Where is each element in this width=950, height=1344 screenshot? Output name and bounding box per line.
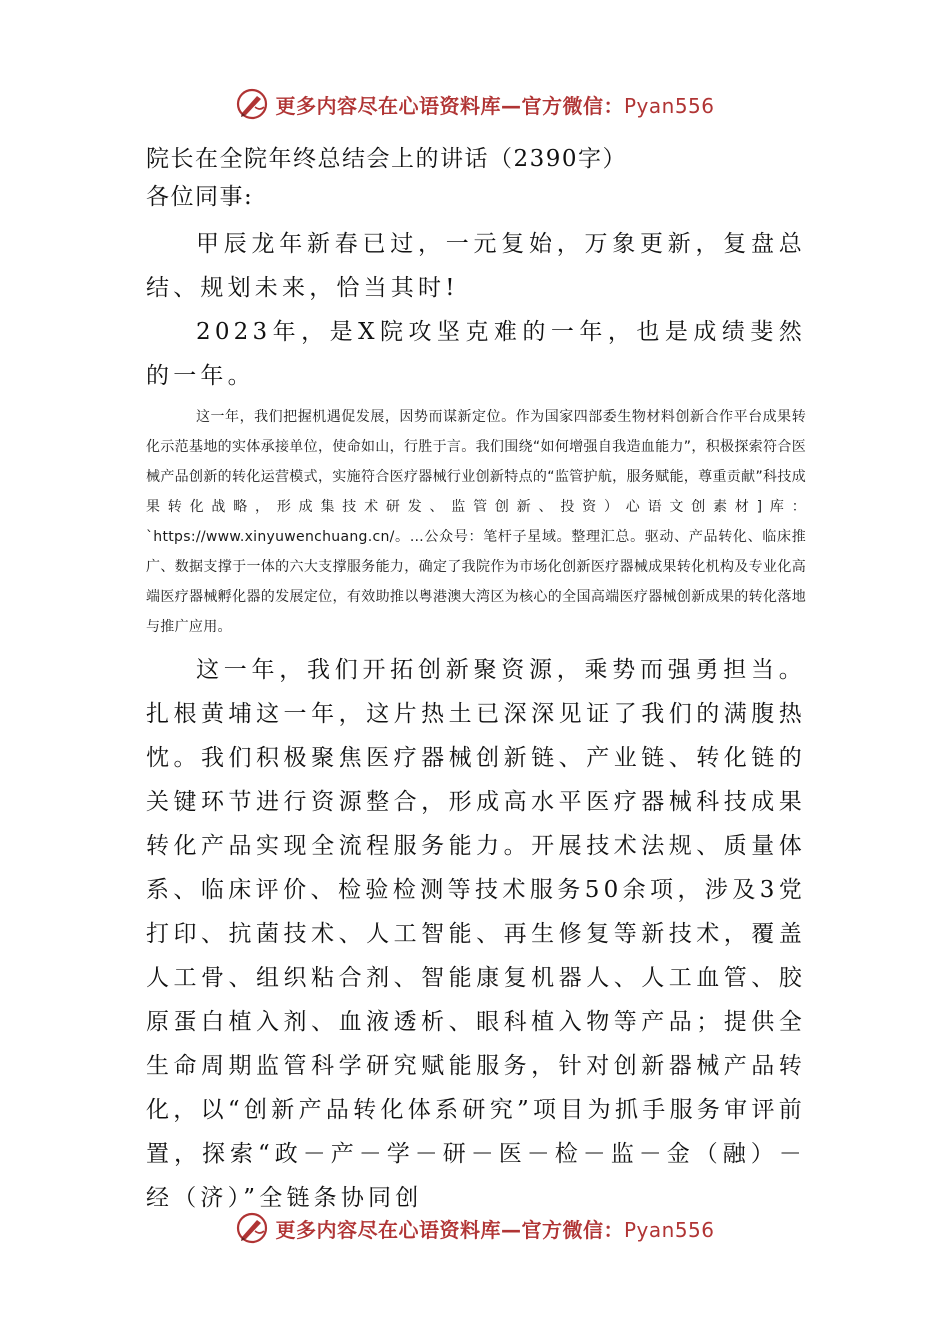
pen-logo-icon [235,87,269,121]
document-body [146,140,806,1220]
pen-logo-icon [235,1211,269,1245]
footer-banner [0,1208,950,1248]
greeting: 各位同事: [146,184,254,210]
banner-text: 更多内容尽在心语资料库—官方微信：Pyan556 [275,93,715,118]
paragraph-3: 这一年，我们把握机遇促发展，因势而谋新定位。作为国家四部委生物材料创新合作平台成果转化示范基地的实体承接单位，使命如山，行胜于言。我们围绕“如何增强自我造血能力”，积极探索符合医械产品创新的转化运营模式，实施符合医疗器械行业创新特点的“监管护航，服务赋能，尊重贡献”科技成果转化战略，形成集技术研发、监管创新、投资）心语文创素材]库：`https://www.xinyuwenchuang.cn/。…公众号：笔杆子星域。整理汇总。驱动、产品转化、临床推广、数据支撑于一体的六大支撑服务能力，确定了我院作为市场化创新医疗器械成果转化机构及专业化高端医疗器械孵化器的发展定位，有效助推以粤港澳大湾区为核心的全国高端医疗器械创新成果的转化落地与推广应用。 [146,409,806,635]
paragraph-1: 甲辰龙年新春已过，一元复始，万象更新，复盘总结、规划未来，恰当其时! [146,231,806,301]
banner-text: 更多内容尽在心语资料库—官方微信：Pyan556 [275,1217,715,1242]
document-title: 院长在全院年终总结会上的讲话（2390字） [146,146,628,172]
wechat-id: Pyan556 [623,1217,715,1242]
header-banner [0,84,950,124]
paragraph-4: 这一年，我们开拓创新聚资源，乘势而强勇担当。扎根黄埔这一年，这片热土已深深见证了我们的满腹热忱。我们积极聚焦医疗器械创新链、产业链、转化链的关键环节进行资源整合，形成高水平医疗器械科技成果转化产品实现全流程服务能力。开展技术法规、质量体系、临床评价、检验检测等技术服务50余项，涉及3党打印、抗菌技术、人工智能、再生修复等新技术，覆盖人工骨、组织粘合剂、智能康复机器人、人工血管、胶原蛋白植入剂、血液透析、眼科植入物等产品；提供全生命周期监管科学研究赋能服务，针对创新器械产品转化，以“创新产品转化体系研究”项目为抓手服务审评前置，探索“政－产－学－研－医－检－监－金（融）－经（济）”全链条协同创 [146,657,806,1211]
wechat-id: Pyan556 [623,93,715,118]
paragraph-2: 2023年，是X院攻坚克难的一年，也是成绩斐然的一年。 [146,319,806,389]
